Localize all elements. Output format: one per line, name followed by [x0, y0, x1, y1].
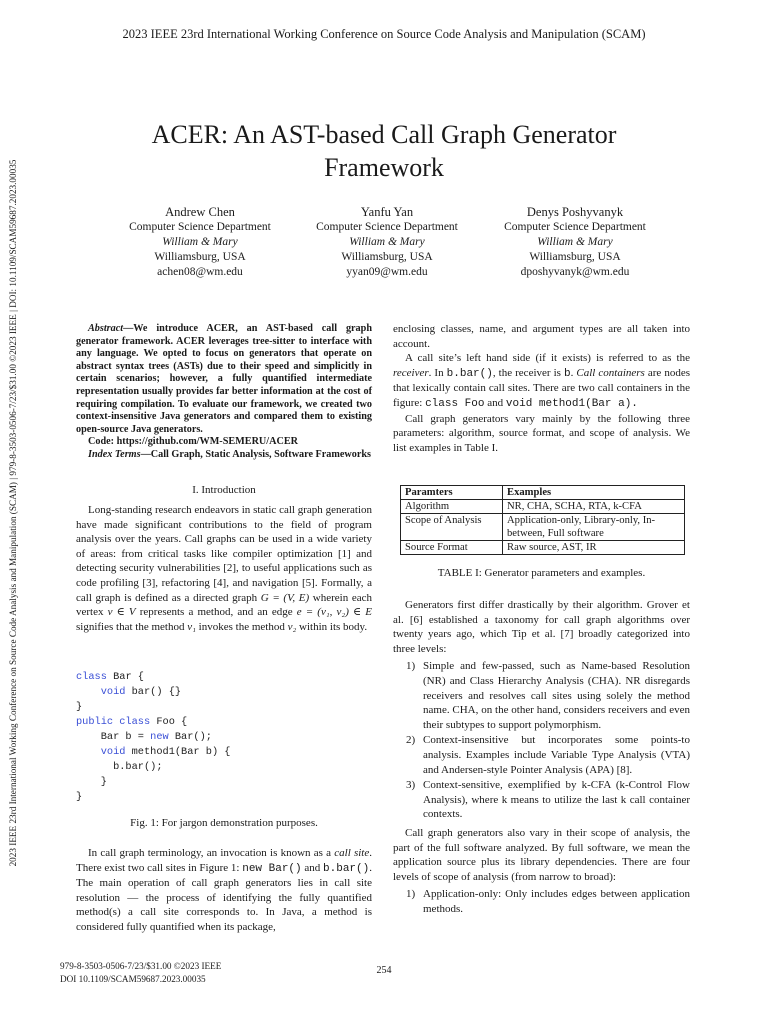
paper-title: ACER: An AST-based Call Graph Generator Framework [151, 120, 617, 182]
code-inline: void method1(Bar a). [505, 397, 638, 410]
code-keyword: class [76, 671, 107, 683]
table-cell: Raw source, AST, IR [503, 541, 685, 555]
text-run: . There exist two call sites in Figure 1: [76, 847, 372, 874]
emphasis: Call containers [576, 366, 645, 379]
text-run: invokes the method [195, 620, 288, 633]
paragraph: Call graph generators vary mainly by the following three parameters: algorithm, source format, and scope of analysis. We list examples in Table I. [393, 412, 690, 454]
figure-caption: Fig. 1: For jargon demonstration purposes. [130, 817, 318, 829]
code-line: } [100, 776, 107, 788]
author-name: Andrew Chen [165, 205, 235, 219]
index-terms-text: —Call Graph, Static Analysis, Software Frameworks [140, 448, 371, 460]
list-number: 1) [406, 660, 416, 673]
code-line: } [76, 791, 83, 803]
page-number: 254 [376, 965, 392, 976]
author-loc: Williamsburg, USA [154, 251, 246, 263]
code-inline: b.bar() [323, 862, 370, 875]
section-heading: I. Introduction [192, 484, 256, 496]
text-run: wherein each vertex [76, 591, 372, 619]
emphasis: receiver [393, 366, 429, 379]
text-run: signifies that the method [76, 620, 188, 633]
text-run: represents a method, and an edge [135, 606, 297, 619]
math-inline: v ∈ V [107, 606, 136, 619]
author-dept: Computer Science Department [504, 221, 646, 233]
code-inline: new Bar() [242, 862, 302, 875]
author-dept: Computer Science Department [316, 221, 458, 233]
table-header-cell: Examples [503, 486, 685, 500]
index-terms-label: Index Terms [88, 448, 141, 460]
list-text: Application-only: Only includes edges between application methods. [423, 888, 690, 915]
code-keyword: new [150, 731, 169, 743]
conference-header: 2023 IEEE 23rd International Working Conference on Source Code Analysis and Manipulation (SCAM) [122, 27, 646, 41]
code-link: Code: https://github.com/WM-SEMERU/ACER [88, 436, 298, 448]
text-run: A call site’s left hand side (if it exists) is referred to as the [405, 352, 690, 365]
code-listing [76, 670, 230, 805]
paragraph: Generators first differ drastically by their algorithm. Grover et al. [6] established a taxonomy for call graph algorithms over twenty years ago, which Tip et al. [7] broadly categorized into three levels: [393, 599, 690, 655]
list-number: 1) [406, 888, 416, 901]
table-cell: Source Format [401, 541, 503, 555]
author-inst: William & Mary [349, 236, 425, 248]
intro-paragraph [76, 503, 372, 634]
table-row [401, 541, 685, 555]
right-column-top [393, 322, 690, 455]
author-block [282, 205, 492, 280]
text-run: Long-standing research endeavors in static call graph generation have made significant contributions to the field of program analysis over the years. Call graphs can be used in a wide variety of areas: from critical tasks like compiler optimization [1] and detecting security vulnerabilities [2], to useful applications such as code profiling [3], refactoring [4], and navigation [5]. Formally, a call graph is defined as a directed graph [76, 504, 372, 604]
text-run: In call graph terminology, an invocation is known as a [88, 847, 335, 859]
code-inline: b.bar() [446, 367, 493, 380]
code-line: b.bar(); [113, 761, 163, 773]
author-loc: Williamsburg, USA [341, 251, 433, 263]
table-caption: TABLE I: Generator parameters and examples. [437, 567, 646, 579]
side-banner [5, 118, 21, 914]
paragraph [393, 351, 690, 411]
algorithm-levels [393, 659, 690, 822]
paragraph: enclosing classes, name, and argument types are all taken into account. [393, 323, 690, 350]
table-row [401, 500, 685, 514]
author-inst: William & Mary [537, 236, 613, 248]
scope-levels [393, 887, 690, 916]
list-item [393, 778, 690, 822]
list-number: 3) [406, 779, 416, 792]
math-inline: v₂ [287, 620, 297, 633]
text-run: . The main operation of call graph generators lies in call site resolution — the process of identifying the fully quantified method(s) a call site corresponds to. In Java, a method is considered fully quantified when its package, [76, 861, 372, 933]
text-run: within its body. [296, 620, 368, 633]
author-name: Denys Poshyvanyk [526, 205, 624, 219]
code-line: public class Foo { [76, 716, 188, 728]
code-keyword: public class [76, 716, 151, 728]
abstract-text: —We introduce ACER, an AST-based call graph generator framework. ACER leverages tree-sitter to interface with any language. We opted to focus on generators that operate on abstract syntax trees (ASTs) due to their speed and simplicitly in certain scenarios; however, a fully quantified intermediate representation usually provides far better information at the cost of requiring compilation. To evaluate our framework, we created two context-insensitive Java generators and compared them to existing open-source Java generators. [76, 323, 372, 435]
author-loc: Williamsburg, USA [529, 251, 621, 263]
author-block [470, 205, 680, 280]
table-cell: Algorithm [401, 500, 503, 514]
code-keyword: void [100, 686, 126, 698]
author-dept: Computer Science Department [129, 221, 271, 233]
table-row [401, 514, 685, 541]
paragraph: Call graph generators also vary in their scope of analysis, the part of the full software analyzed. By full software, we mean the application source plus its library dependencies. There are four levels of scope of analysis (from narrow to broad): [393, 826, 690, 883]
list-item [393, 887, 690, 916]
parameters-table-wrap [400, 485, 685, 555]
code-keyword: void [100, 746, 126, 758]
text-run: are nodes that lexically contain call sites. There are two call containers in the figure: [393, 366, 691, 409]
code-line: void method1(Bar b) { [100, 746, 231, 758]
side-banner-text: 2023 IEEE 23rd International Working Conference on Source Code Analysis and Manipulation (SCAM) | 979-8-3503-0506-7/23/$31.00 ©2023 IEEE | DOI: 10.1109/SCAM59687.2023.00035 [8, 159, 18, 867]
text-run: and [301, 861, 324, 874]
author-email: yyan09@wm.edu [346, 266, 428, 278]
math-inline: e = (v₁, v₂) ∈ E [296, 606, 373, 619]
table-cell: Application-only, Library-only, In-between, Full software [503, 514, 685, 541]
code-line: } [76, 701, 83, 713]
right-column-bottom [393, 598, 690, 917]
code-line: class Bar { [76, 671, 144, 683]
parameters-table [400, 485, 685, 555]
text-run: . In [428, 366, 447, 379]
list-item [393, 733, 690, 777]
list-number: 2) [406, 734, 416, 747]
code-line: Bar b = new Bar(); [100, 731, 212, 743]
abstract [76, 323, 372, 462]
code-inline: b [563, 367, 571, 380]
table-cell: NR, CHA, SCHA, RTA, k-CFA [503, 500, 685, 514]
author-email: achen08@wm.edu [157, 266, 243, 278]
math-inline: G = (V, E) [260, 591, 310, 604]
math-inline: v₁ [187, 620, 196, 633]
footer-doi: DOI 10.1109/SCAM59687.2023.00035 [60, 974, 206, 984]
text-run: and [484, 396, 506, 409]
author-block [95, 205, 305, 280]
table-header-row [401, 486, 685, 500]
list-item [393, 659, 690, 732]
code-inline: class Foo [425, 397, 485, 410]
abstract-label: Abstract [88, 323, 124, 334]
list-text: Simple and few-passed, such as Name-based Resolution (NR) and Class Hierarchy Analysis (CHA). NR disregards receivers and resolves call sites using solely the method name. CHA, on the other hand, considers receivers and even their subtypes to support polymorphism. [423, 660, 690, 731]
list-text: Context-sensitive, exemplified by k-CFA (k-Control Flow Analysis), where k means to utilize the last k call container contexts. [423, 779, 690, 821]
code-line: void bar() {} [100, 686, 182, 698]
footer-isbn: 979-8-3503-0506-7/23/$31.00 ©2023 IEEE [60, 961, 222, 971]
intro-paragraph-2 [76, 846, 372, 935]
text-run: . [570, 366, 577, 379]
author-name: Yanfu Yan [360, 205, 414, 219]
author-inst: William & Mary [162, 236, 238, 248]
table-header-cell: Paramters [401, 486, 503, 500]
list-text: Context-insensitive but incorporates some points-to analysis. Examples include Variable Type Analysis (VTA) and Andersen-style Pointer Analysis (APA) [8]. [423, 734, 690, 776]
author-email: dposhyvanyk@wm.edu [520, 266, 630, 278]
table-cell: Scope of Analysis [401, 514, 503, 541]
text-run: , the receiver is [492, 366, 564, 379]
emphasis: call site [334, 847, 370, 859]
